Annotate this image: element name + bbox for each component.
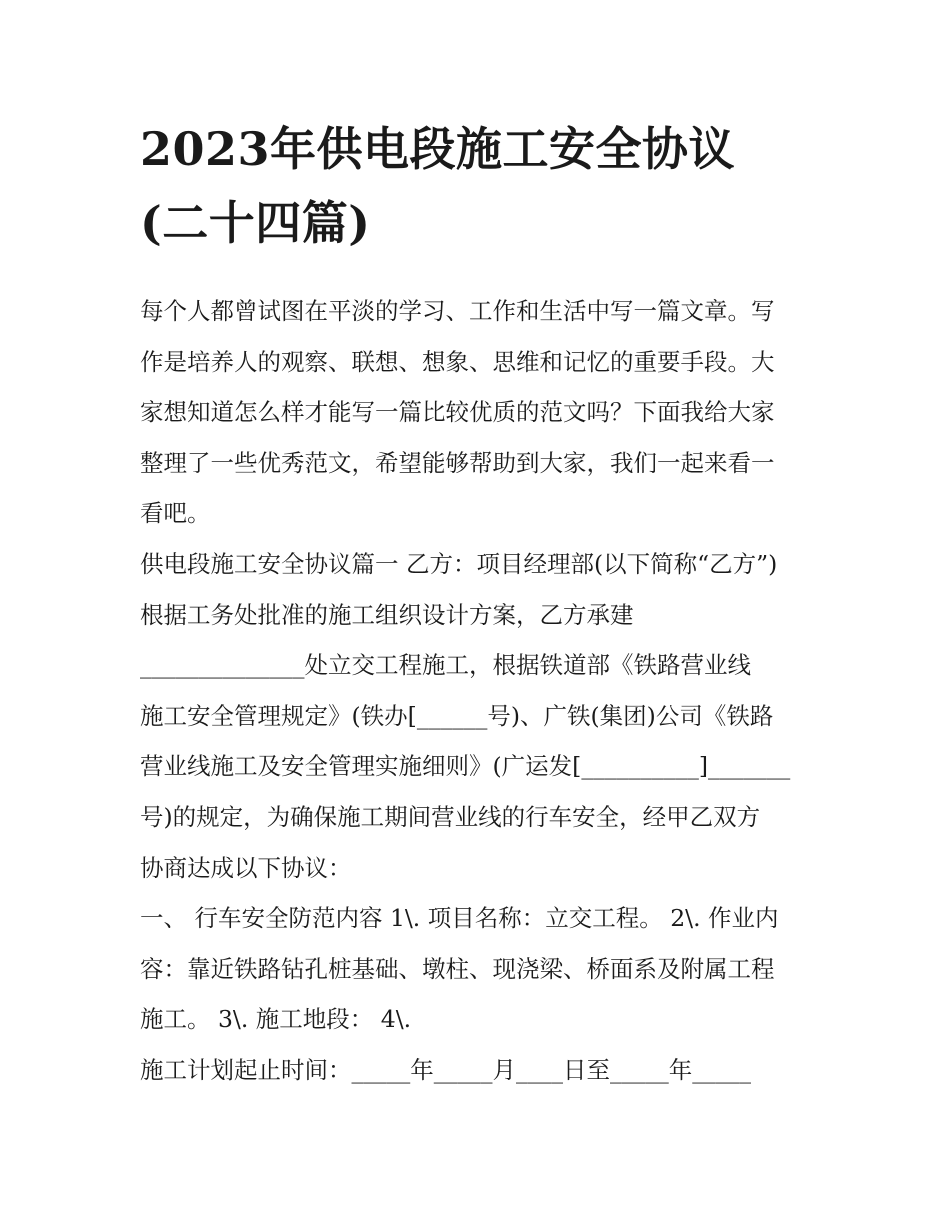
text-line: 供电段施工安全协议篇一 乙方：项目经理部(以下简称“乙方”) xyxy=(140,549,778,578)
text-line: 一、 行车安全防范内容 1\. 项目名称：立交工程。 2\. 作业内 xyxy=(140,904,779,933)
text-line: 施工。 3\. 施工地段： 4\. xyxy=(140,1005,412,1034)
text-line: 容：靠近铁路钻孔桩基础、墩柱、现浇梁、桥面系及附属工程 xyxy=(140,954,775,983)
text-line: 家想知道怎么样才能写一篇比较优质的范文吗？下面我给大家 xyxy=(140,398,775,427)
safety-content-paragraph xyxy=(140,893,812,1045)
title-line-1: 2023年供电段施工安全协议 xyxy=(140,122,736,176)
text-line: 号)的规定，为确保施工期间营业线的行车安全，经甲乙双方 xyxy=(140,802,761,831)
document-title xyxy=(140,112,812,260)
intro-paragraph xyxy=(140,286,812,539)
schedule-paragraph xyxy=(140,1045,812,1096)
text-line: 协商达成以下协议： xyxy=(140,853,352,882)
document-page xyxy=(140,112,812,1096)
text-line: 每个人都曾试图在平淡的学习、工作和生活中写一篇文章。写 xyxy=(140,297,775,325)
title-line-2: (二十四篇) xyxy=(140,196,371,250)
document-body xyxy=(140,286,812,1096)
text-line: 看吧。 xyxy=(140,499,211,528)
text-line: 整理了一些优秀范文，希望能够帮助到大家，我们一起来看一 xyxy=(140,448,775,477)
agreement-paragraph xyxy=(140,539,812,893)
text-line: ______________处立交工程施工，根据铁道部《铁路营业线 xyxy=(140,651,751,680)
text-line: 施工计划起止时间：_____年_____月____日至_____年_____ xyxy=(140,1055,751,1084)
text-line: 营业线施工及安全管理实施细则》(广运发[__________]_______ xyxy=(140,752,791,781)
text-line: 根据工务处批准的施工组织设计方案，乙方承建 xyxy=(140,600,634,629)
text-line: 作是培养人的观察、联想、想象、思维和记忆的重要手段。大 xyxy=(140,347,775,376)
text-line: 施工安全管理规定》(铁办[______号)、广铁(集团)公司《铁路 xyxy=(140,701,774,730)
